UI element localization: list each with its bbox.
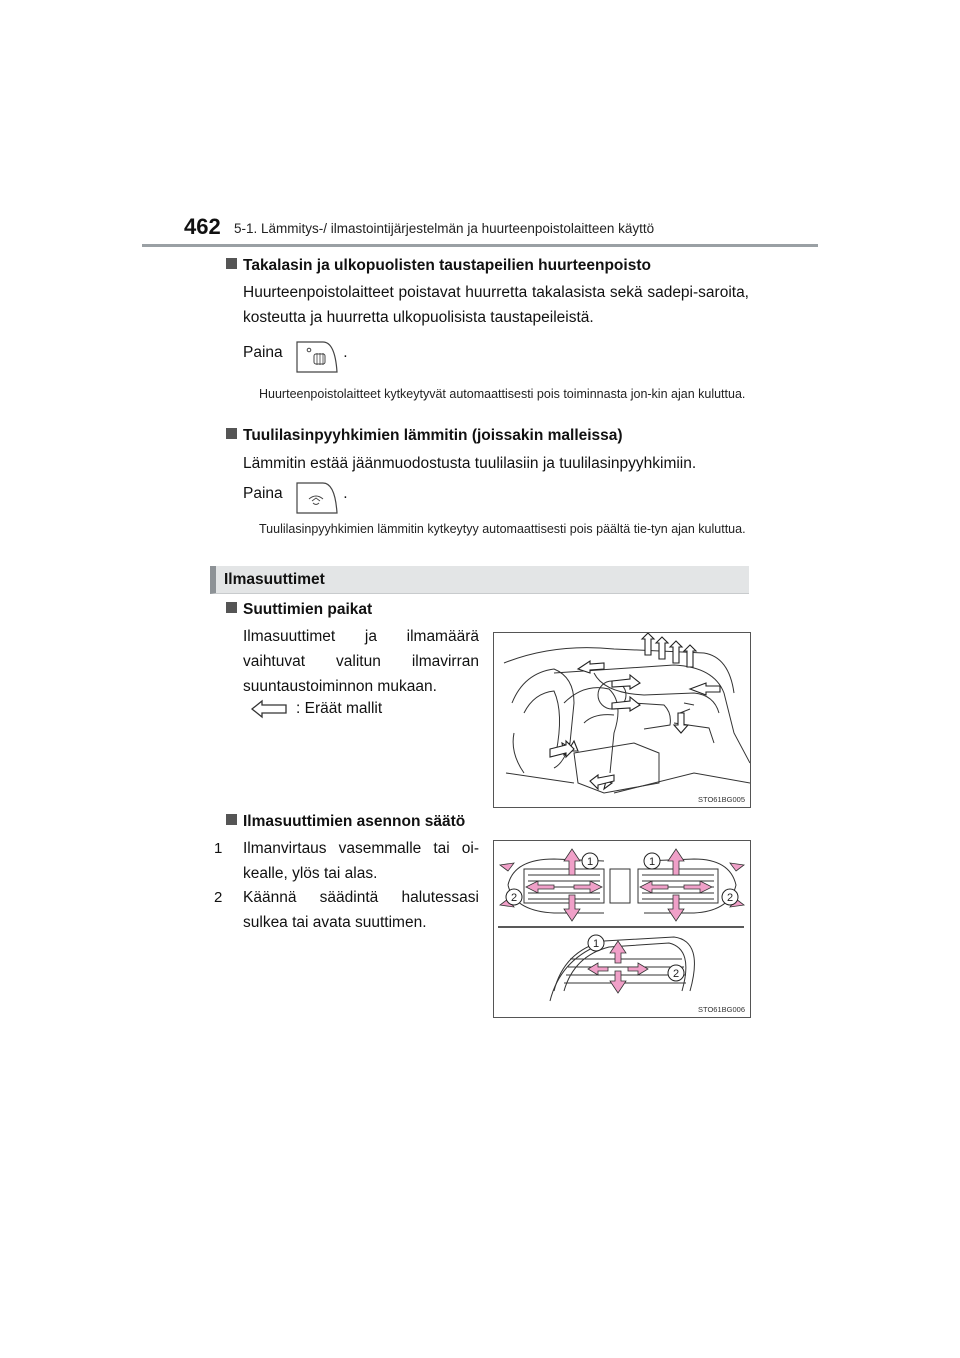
callout-label: 1: [586, 856, 594, 868]
wiper-deicer-body: Lämmitin estää jäänmuodostusta tuulilasiin ja tuulilasinpyyhkimiin.: [243, 455, 697, 472]
vent-locations-heading: Suuttimien paikat: [226, 601, 496, 619]
vent-adjust-heading: Ilmasuuttimien asennon säätö: [226, 813, 526, 831]
callout-label: 2: [726, 892, 734, 904]
vent-diagram: [494, 841, 750, 1017]
callout-label: 1: [648, 856, 656, 868]
step-number-2: 2: [214, 889, 223, 906]
step-2-text: Käännä säädintä halutessasi sulkea tai avata suuttimen.: [243, 889, 479, 931]
chapter-title: 5-1. Lämmitys-/ ilmastointijärjestelmän ja huurteenpoistolaitteen käyttö: [234, 221, 655, 236]
outline-arrow-icon: [250, 699, 290, 719]
square-bullet-icon: [226, 258, 237, 269]
rear-defogger-heading: Takalasin ja ulkopuolisten taustapeilien huurteenpoisto: [226, 257, 756, 275]
vent-locations-figure: [493, 632, 751, 808]
callout-label: 2: [510, 892, 518, 904]
wiper-deicer-note: Tuulilasinpyyhkimien lämmitin kytkeytyy automaattisesti pois päältä tie-tyn ajan kuluttua.: [259, 522, 746, 536]
rear-defogger-note: Huurteenpoistolaitteet kytkeytyvät automaattisesti pois toiminnasta jon-kin ajan kuluttua.: [259, 387, 746, 401]
vent-locations-body: Ilmasuuttimet ja ilmamäärä vaihtuvat valitun ilmavirran suuntaustoiminnon mukaan.: [243, 628, 479, 695]
wiper-deicer-press: Paina .: [243, 479, 543, 509]
vent-adjust-figure: [493, 840, 751, 1018]
section-bar-air-outlets: [210, 566, 749, 594]
vent-legend: : Eräät mallit: [250, 696, 490, 721]
rear-defogger-press: Paina .: [243, 338, 543, 368]
section-title: Ilmasuuttimet: [224, 571, 325, 588]
step-number-1: 1: [214, 840, 223, 857]
wiper-deicer-button-icon: [293, 479, 333, 509]
figure-code: STO61BG005: [698, 795, 745, 804]
wiper-deicer-heading: Tuulilasinpyyhkimien lämmitin (joissakin malleissa): [226, 427, 756, 445]
figure-code: STO61BG006: [698, 1005, 745, 1014]
square-bullet-icon: [226, 428, 237, 439]
rear-defogger-button-icon: [293, 338, 333, 368]
page-number: 462: [184, 214, 221, 239]
car-interior-illustration: [494, 633, 750, 807]
callout-label: 2: [672, 968, 680, 980]
square-bullet-icon: [226, 814, 237, 825]
callout-label: 1: [592, 938, 600, 950]
header-rule: [142, 244, 818, 247]
rear-defogger-body: Huurteenpoistolaitteet poistavat huurretta takalasista sekä sadepi-saroita, kosteutta ja huurretta ulkopuolisista taustapeileistä.: [243, 284, 749, 326]
square-bullet-icon: [226, 602, 237, 613]
step-1-text: Ilmanvirtaus vasemmalle tai oi-kealle, ylös tai alas.: [243, 840, 479, 882]
